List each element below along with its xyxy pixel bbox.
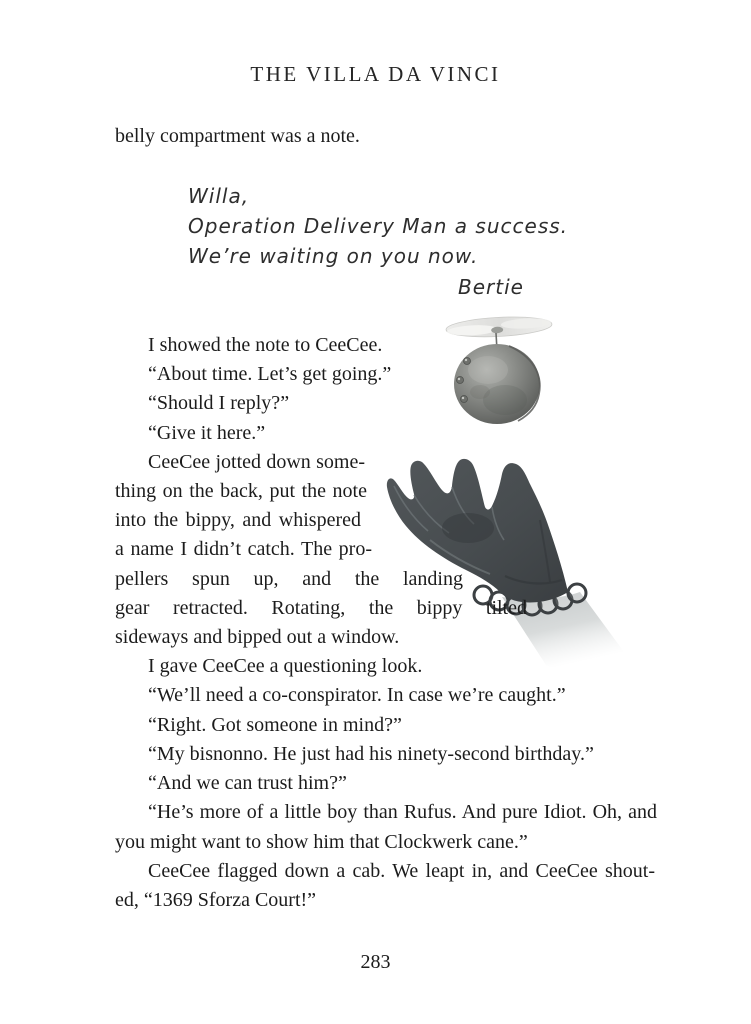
note-line: Operation Delivery Man a success. — [188, 214, 569, 238]
note-line: Willa, — [188, 184, 250, 208]
running-head: THE VILLA DA VINCI — [250, 62, 501, 86]
body-line: “My bisnonno. He just had his ninety-second birthday.” — [148, 743, 594, 765]
body-line: “And we can trust him?” — [148, 772, 347, 794]
body-line: gear retracted. Rotating, the bippy tilted — [115, 597, 527, 619]
body-line: sideways and bipped out a window. — [115, 626, 400, 648]
body-line: thing on the back, put the note — [115, 480, 367, 502]
propeller-blade — [446, 315, 553, 340]
body-line: a name I didn’t catch. The pro- — [115, 538, 372, 560]
body-line: “He’s more of a little boy than Rufus. And pure Idiot. Oh, and — [148, 801, 657, 823]
note-line: We’re waiting on you now. — [188, 244, 479, 268]
body-line: “Should I reply?” — [148, 392, 290, 414]
body-line: pellers spun up, and the landing — [115, 568, 463, 590]
hand-illustration — [383, 438, 658, 678]
note-signature: Bertie — [458, 275, 524, 299]
body-line: ed, “1369 Sforza Court!” — [115, 889, 317, 911]
body-line: belly compartment was a note. — [115, 125, 360, 147]
body-line: CeeCee jotted down some- — [148, 451, 365, 473]
body-line: into the bippy, and whispered — [115, 509, 361, 531]
bippy-illustration — [428, 298, 582, 435]
body-line: “Give it here.” — [148, 422, 266, 444]
body-line: I gave CeeCee a questioning look. — [148, 655, 423, 677]
body-line: “Right. Got someone in mind?” — [148, 714, 402, 736]
body-line: “We’ll need a co-conspirator. In case we’re caught.” — [148, 684, 566, 706]
page-number: 283 — [360, 951, 391, 973]
body-line: “About time. Let’s get going.” — [148, 363, 392, 385]
body-line: CeeCee flagged down a cab. We leapt in, and CeeCee shout- — [148, 860, 655, 882]
body-line: I showed the note to CeeCee. — [148, 334, 383, 356]
body-line: you might want to show him that Clockwerk cane.” — [115, 831, 528, 853]
palm-hollow — [442, 513, 494, 543]
